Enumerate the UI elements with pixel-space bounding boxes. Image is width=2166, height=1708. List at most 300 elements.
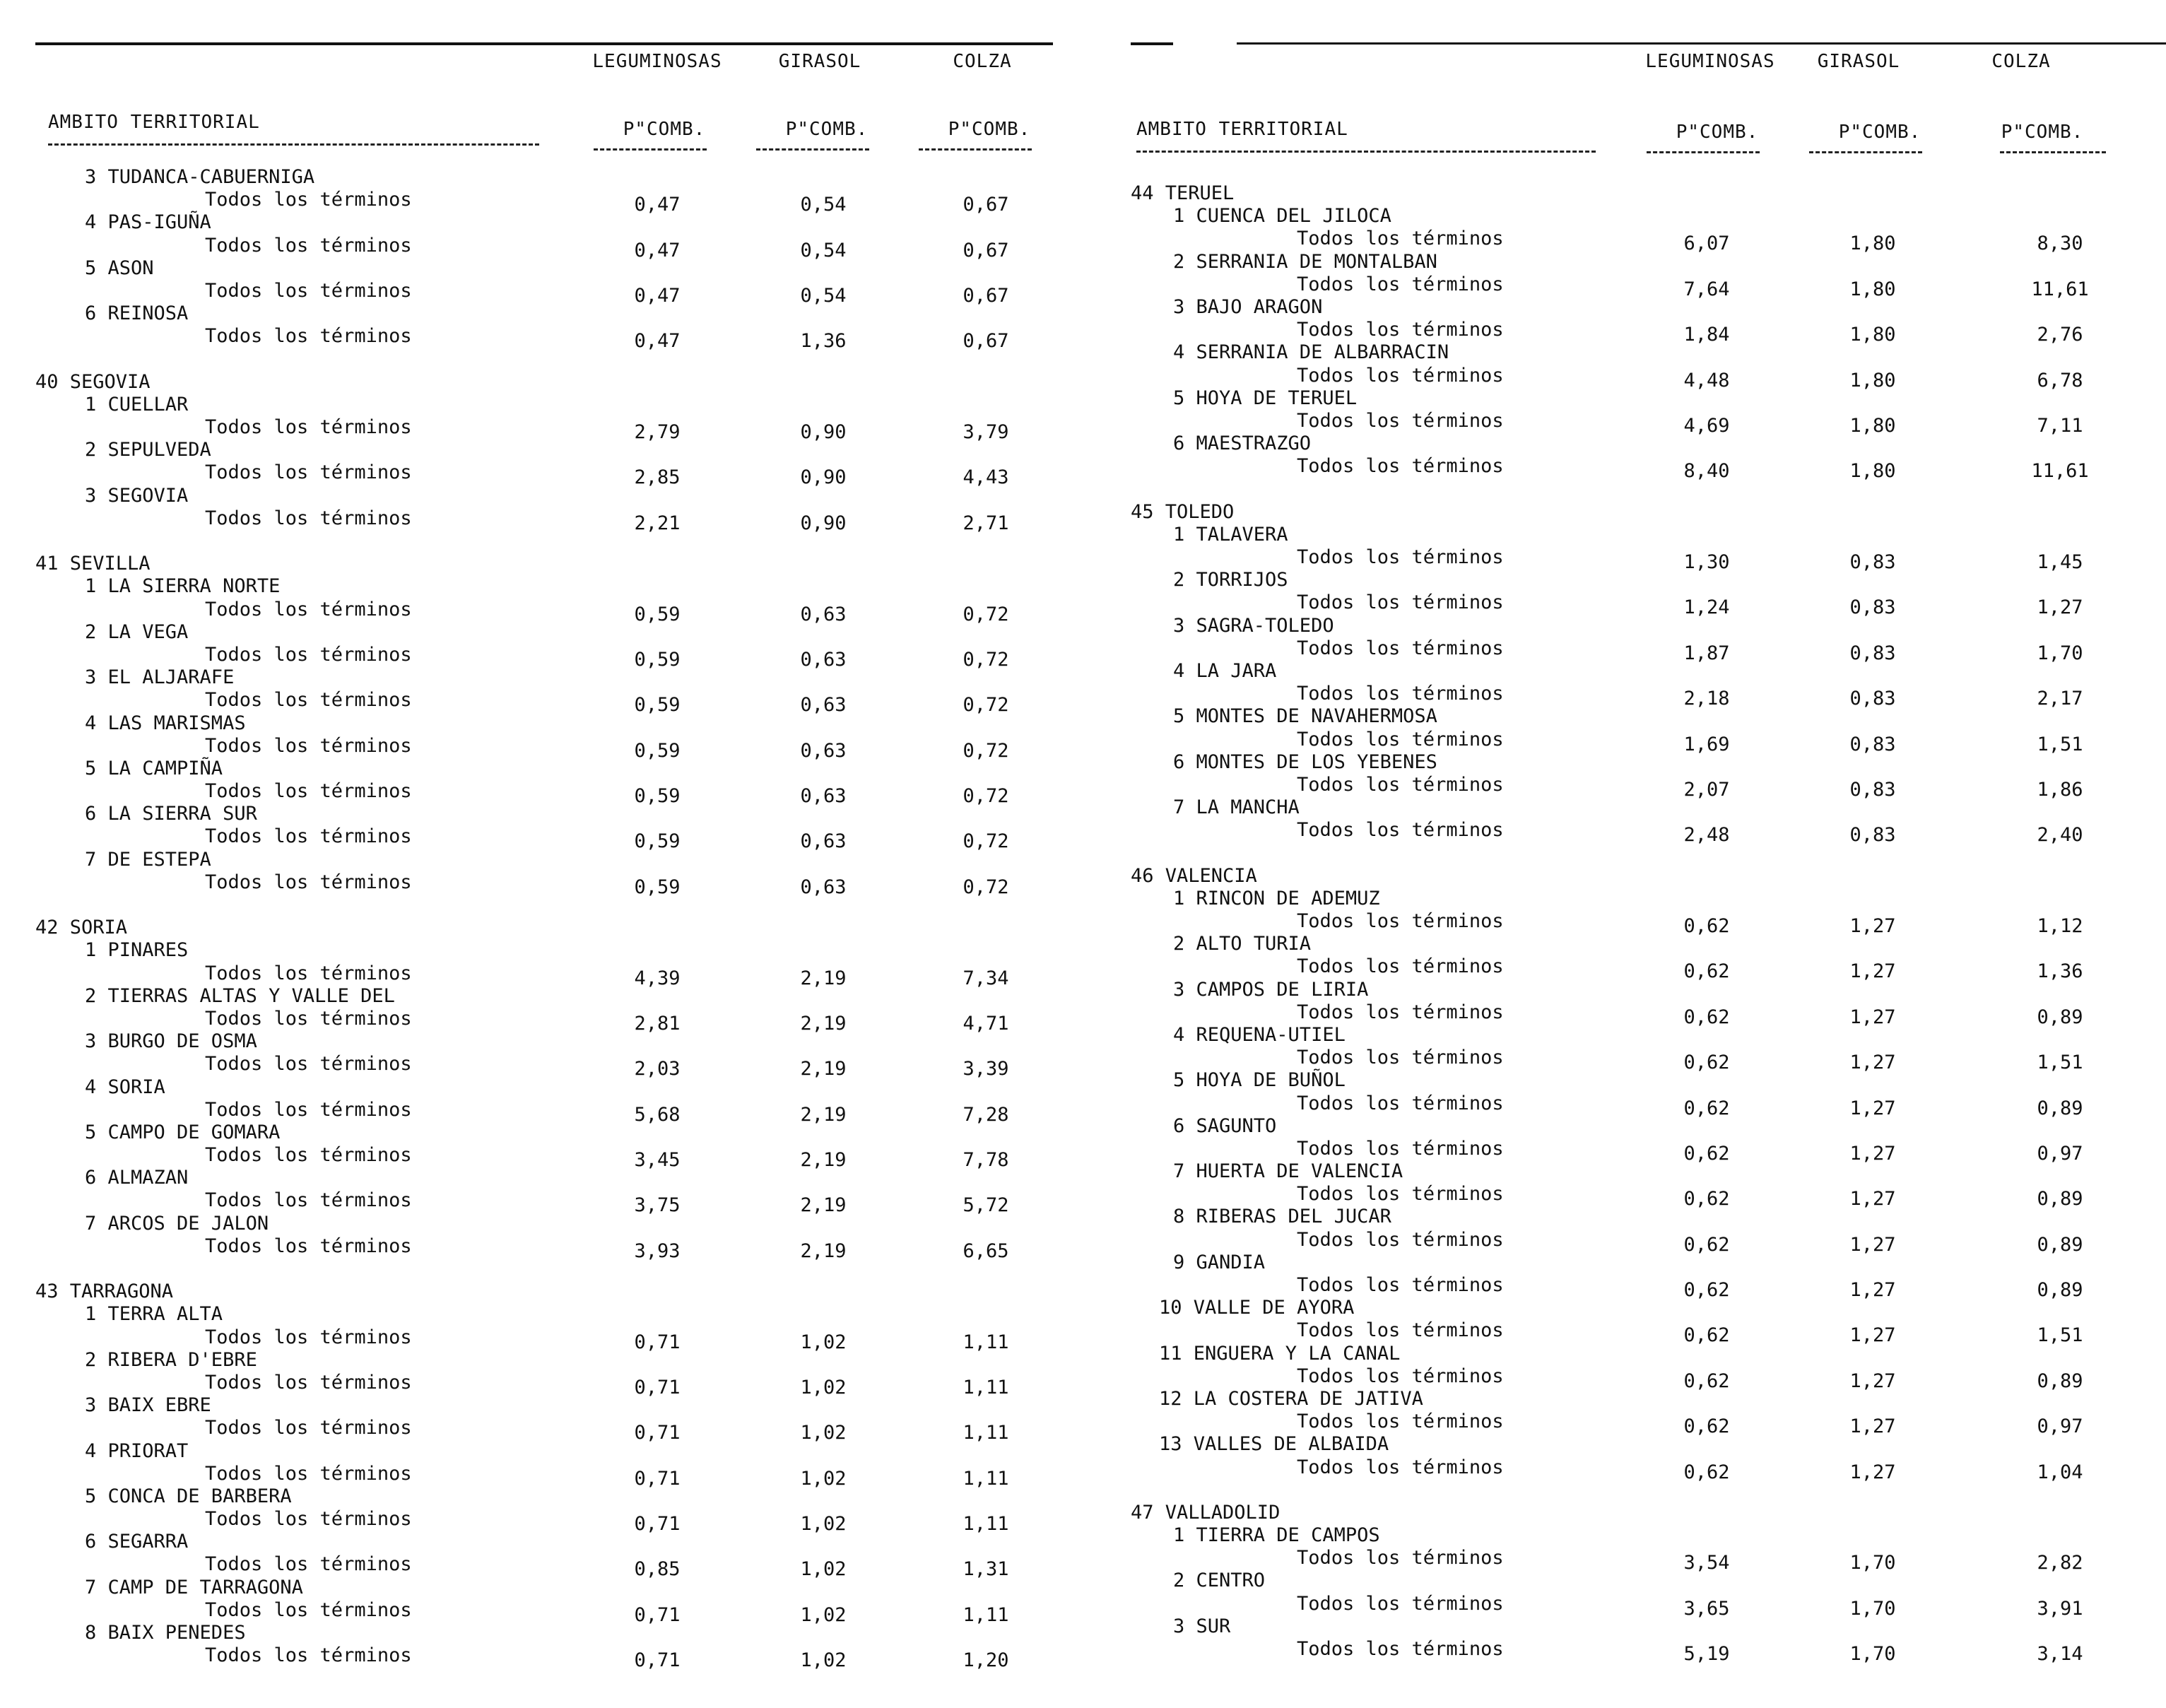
comarca-name: 3 SEGOVIA <box>85 484 189 507</box>
value-colza: 1,11 <box>963 1513 1009 1536</box>
value-leguminosas: 0,71 <box>634 1422 681 1444</box>
comarca-name: 6 SAGUNTO <box>1173 1114 1277 1137</box>
province-name: 41 SEVILLA <box>35 553 151 575</box>
comarca-name: 4 SERRANIA DE ALBARRACIN <box>1173 341 1449 364</box>
value-colza: 1,51 <box>2037 1052 2083 1074</box>
province-row <box>1124 1502 2166 1524</box>
value-girasol: 0,63 <box>800 603 847 625</box>
terms-label: Todos los términos <box>1297 1274 1504 1296</box>
value-colza: 7,34 <box>963 967 1009 989</box>
value-leguminosas: 5,19 <box>1683 1643 1730 1665</box>
comarca-row <box>1124 1297 2166 1319</box>
table-row <box>1124 1092 2166 1119</box>
value-girasol: 0,90 <box>800 512 847 534</box>
comarca-name: 4 SORIA <box>85 1076 165 1098</box>
value-girasol: 1,27 <box>1849 960 1896 983</box>
terms-label: Todos los términos <box>1297 1365 1504 1387</box>
value-leguminosas: 0,47 <box>634 330 681 353</box>
terms-label: Todos los términos <box>1297 364 1504 387</box>
spacer-row <box>35 894 1088 917</box>
value-girasol: 1,80 <box>1849 414 1896 437</box>
value-colza: 4,71 <box>963 1012 1009 1035</box>
province-row <box>35 1280 1088 1303</box>
table-row <box>35 598 1088 625</box>
table-row <box>1124 1410 2166 1438</box>
value-girasol: 0,54 <box>800 239 847 261</box>
header-underline <box>594 148 707 151</box>
header-leguminosas: LEGUMINOSAS <box>592 51 722 72</box>
table-row <box>35 234 1088 261</box>
comarca-name: 4 LAS MARISMAS <box>85 712 246 734</box>
header-girasol: GIRASOL <box>778 51 861 72</box>
value-girasol: 0,63 <box>800 694 847 717</box>
table-row <box>35 1598 1088 1626</box>
value-leguminosas: 3,45 <box>634 1149 681 1172</box>
table-row <box>35 871 1088 898</box>
table-row <box>1124 1137 2166 1165</box>
comarca-name: 5 CAMPO DE GOMARA <box>85 1121 281 1143</box>
table-row <box>35 1326 1088 1353</box>
province-name: 43 TARRAGONA <box>35 1280 174 1303</box>
terms-label: Todos los términos <box>1297 1547 1504 1569</box>
value-colza: 1,70 <box>2037 642 2083 664</box>
value-leguminosas: 3,75 <box>634 1194 681 1217</box>
value-colza: 4,43 <box>963 466 1009 489</box>
value-colza: 1,11 <box>963 1422 1009 1444</box>
comarca-name: 2 TORRIJOS <box>1173 569 1288 591</box>
value-colza: 1,45 <box>2037 551 2083 573</box>
value-leguminosas: 0,59 <box>634 830 681 853</box>
value-colza: 3,14 <box>2037 1643 2083 1665</box>
terms-label: Todos los términos <box>1297 955 1504 978</box>
table-row <box>1124 1456 2166 1483</box>
terms-label: Todos los términos <box>1297 319 1504 341</box>
table-row <box>35 325 1088 353</box>
value-leguminosas: 0,71 <box>634 1331 681 1353</box>
value-leguminosas: 3,54 <box>1683 1552 1730 1574</box>
table-row <box>35 189 1088 216</box>
value-colza: 1,31 <box>963 1558 1009 1581</box>
comarca-name: 1 TALAVERA <box>1173 523 1288 546</box>
right-column <box>1124 0 2166 1708</box>
province-name: 45 TOLEDO <box>1131 500 1235 523</box>
terms-label: Todos los términos <box>205 962 412 984</box>
comarca-row <box>1124 524 2166 546</box>
comarca-name: 2 TIERRAS ALTAS Y VALLE DEL <box>85 984 395 1007</box>
header-colza: COLZA <box>953 51 1012 72</box>
value-colza: 11,61 <box>2031 460 2089 483</box>
table-row <box>1124 1274 2166 1301</box>
comarca-row <box>35 985 1088 1008</box>
value-colza: 3,79 <box>963 421 1009 444</box>
value-girasol: 1,27 <box>1849 1006 1896 1028</box>
header-ambito-territorial: AMBITO TERRITORIAL <box>1136 119 1348 140</box>
value-girasol: 2,19 <box>800 1239 847 1262</box>
value-leguminosas: 4,69 <box>1683 414 1730 437</box>
terms-label: Todos los términos <box>1297 1092 1504 1114</box>
terms-label: Todos los términos <box>205 189 412 211</box>
value-girasol: 0,54 <box>800 284 847 307</box>
comarca-name: 7 LA MANCHA <box>1173 796 1300 819</box>
value-leguminosas: 7,64 <box>1683 278 1730 300</box>
comarca-name: 3 TUDANCA-CABUERNIGA <box>85 166 315 188</box>
comarca-row <box>35 1213 1088 1235</box>
value-girasol: 0,54 <box>800 194 847 216</box>
header-pcomb-leguminosas: P"COMB. <box>623 119 706 140</box>
comarca-name: 2 LA VEGA <box>85 620 189 643</box>
header-pcomb-leguminosas: P"COMB. <box>1676 122 1759 143</box>
province-row <box>1124 182 2166 205</box>
value-girasol: 1,02 <box>800 1558 847 1581</box>
value-girasol: 1,80 <box>1849 324 1896 346</box>
top-rule <box>1131 42 1173 45</box>
value-girasol: 1,27 <box>1849 1324 1896 1347</box>
comarca-row <box>1124 1069 2166 1092</box>
terms-label: Todos los términos <box>205 461 412 484</box>
terms-label: Todos los términos <box>205 643 412 666</box>
comarca-name: 7 CAMP DE TARRAGONA <box>85 1576 303 1598</box>
comarca-row <box>1124 1206 2166 1228</box>
header-colza: COLZA <box>1991 51 2051 72</box>
value-girasol: 1,02 <box>800 1603 847 1626</box>
comarca-name: 10 VALLE DE AYORA <box>1159 1297 1355 1319</box>
value-girasol: 2,19 <box>800 967 847 989</box>
table-row <box>35 1553 1088 1581</box>
comarca-name: 3 CAMPOS DE LIRIA <box>1173 978 1369 1001</box>
value-leguminosas: 0,59 <box>634 785 681 808</box>
table-row <box>1124 1001 2166 1028</box>
value-colza: 2,82 <box>2037 1552 2083 1574</box>
table-row <box>35 734 1088 762</box>
terms-label: Todos los términos <box>205 734 412 757</box>
value-leguminosas: 0,71 <box>634 1467 681 1490</box>
value-leguminosas: 1,87 <box>1683 642 1730 664</box>
comarca-name: 4 REQUENA-UTIEL <box>1173 1023 1346 1046</box>
value-girasol: 0,83 <box>1849 688 1896 710</box>
comarca-name: 3 BAIX EBRE <box>85 1394 211 1417</box>
table-row <box>1124 1592 2166 1620</box>
value-girasol: 1,02 <box>800 1649 847 1672</box>
comarca-name: 8 RIBERAS DEL JUCAR <box>1173 1206 1391 1228</box>
value-colza: 0,67 <box>963 330 1009 353</box>
table-row <box>35 689 1088 717</box>
table-row <box>35 1007 1088 1035</box>
header-underline <box>1647 151 1760 153</box>
comarca-row <box>1124 1024 2166 1047</box>
terms-label: Todos los términos <box>205 1417 412 1439</box>
table-row <box>35 1144 1088 1172</box>
comarca-row <box>1124 705 2166 728</box>
comarca-row <box>1124 1251 2166 1274</box>
value-girasol: 2,19 <box>800 1012 847 1035</box>
terms-label: Todos los términos <box>205 507 412 529</box>
value-girasol: 0,90 <box>800 421 847 444</box>
comarca-name: 1 PINARES <box>85 939 189 962</box>
terms-label: Todos los términos <box>1297 273 1504 295</box>
comarca-row <box>1124 1160 2166 1183</box>
comarca-row <box>35 1622 1088 1644</box>
value-colza: 1,04 <box>2037 1461 2083 1483</box>
comarca-name: 5 LA CAMPIÑA <box>85 757 223 779</box>
value-leguminosas: 0,62 <box>1683 1324 1730 1347</box>
value-girasol: 0,83 <box>1849 551 1896 573</box>
comarca-row <box>1124 205 2166 228</box>
terms-label: Todos los términos <box>1297 910 1504 932</box>
table-row <box>1124 1365 2166 1392</box>
value-colza: 0,72 <box>963 739 1009 762</box>
value-leguminosas: 1,30 <box>1683 551 1730 573</box>
header-pcomb-girasol: P"COMB. <box>785 119 869 140</box>
comarca-row <box>1124 1615 2166 1638</box>
comarca-row <box>1124 933 2166 955</box>
value-girasol: 0,83 <box>1849 778 1896 801</box>
value-colza: 0,72 <box>963 694 1009 717</box>
value-girasol: 1,27 <box>1849 1233 1896 1256</box>
value-girasol: 1,27 <box>1849 1052 1896 1074</box>
terms-label: Todos los términos <box>1297 1001 1504 1023</box>
terms-label: Todos los términos <box>205 1007 412 1030</box>
value-girasol: 0,63 <box>800 648 847 671</box>
value-leguminosas: 0,71 <box>634 1376 681 1398</box>
value-girasol: 1,27 <box>1849 1142 1896 1165</box>
header-underline <box>48 143 539 146</box>
spacer-row <box>1124 842 2166 864</box>
table-row <box>35 780 1088 808</box>
comarca-row <box>35 712 1088 735</box>
comarca-row <box>1124 615 2166 637</box>
value-colza: 11,61 <box>2031 278 2089 300</box>
terms-label: Todos los términos <box>205 1098 412 1121</box>
comarca-name: 6 SEGARRA <box>85 1531 189 1553</box>
header-ambito-territorial: AMBITO TERRITORIAL <box>48 112 260 133</box>
value-colza: 1,20 <box>963 1649 1009 1672</box>
table-row <box>35 1644 1088 1672</box>
comarca-row <box>1124 432 2166 455</box>
table-row <box>1124 364 2166 391</box>
terms-label: Todos los términos <box>205 1508 412 1531</box>
comarca-name: 5 ASON <box>85 257 154 279</box>
value-colza: 7,78 <box>963 1149 1009 1172</box>
value-colza: 0,72 <box>963 830 1009 853</box>
comarca-name: 9 GANDIA <box>1173 1251 1266 1273</box>
terms-label: Todos los términos <box>1297 1183 1504 1206</box>
comarca-row <box>1124 251 2166 273</box>
comarca-row <box>1124 1343 2166 1365</box>
comarca-name: 6 MONTES DE LOS YEBENES <box>1173 750 1437 773</box>
comarca-name: 2 CENTRO <box>1173 1569 1266 1592</box>
left-column <box>35 0 1088 1708</box>
comarca-row <box>35 439 1088 461</box>
value-leguminosas: 2,79 <box>634 421 681 444</box>
table-row <box>1124 773 2166 801</box>
terms-label: Todos los términos <box>1297 1228 1504 1251</box>
value-leguminosas: 0,62 <box>1683 1370 1730 1392</box>
value-girasol: 1,27 <box>1849 1097 1896 1119</box>
value-leguminosas: 0,71 <box>634 1513 681 1536</box>
value-colza: 0,67 <box>963 284 1009 307</box>
table-row <box>1124 819 2166 847</box>
value-girasol: 0,83 <box>1849 824 1896 847</box>
table-row <box>35 416 1088 444</box>
terms-label: Todos los términos <box>1297 1047 1504 1069</box>
table-row <box>35 507 1088 534</box>
value-leguminosas: 2,48 <box>1683 824 1730 847</box>
comarca-name: 4 PRIORAT <box>85 1439 189 1462</box>
terms-label: Todos los términos <box>205 689 412 712</box>
terms-label: Todos los términos <box>1297 1319 1504 1342</box>
terms-label: Todos los términos <box>1297 1592 1504 1615</box>
comarca-row <box>1124 751 2166 774</box>
comarca-row <box>35 621 1088 644</box>
value-leguminosas: 0,71 <box>634 1603 681 1626</box>
value-leguminosas: 3,93 <box>634 1239 681 1262</box>
value-leguminosas: 1,24 <box>1683 596 1730 619</box>
value-colza: 0,89 <box>2037 1188 2083 1211</box>
header-underline <box>1136 151 1596 153</box>
header-underline <box>2000 151 2106 153</box>
value-girasol: 0,83 <box>1849 642 1896 664</box>
terms-label: Todos los términos <box>1297 228 1504 250</box>
header-underline <box>1809 151 1922 153</box>
value-leguminosas: 0,62 <box>1683 1461 1730 1483</box>
value-leguminosas: 2,81 <box>634 1012 681 1035</box>
value-leguminosas: 0,62 <box>1683 1142 1730 1165</box>
comarca-name: 6 REINOSA <box>85 302 189 325</box>
value-leguminosas: 0,62 <box>1683 1052 1730 1074</box>
comarca-row <box>35 758 1088 780</box>
value-girasol: 1,02 <box>800 1513 847 1536</box>
terms-label: Todos los términos <box>205 825 412 848</box>
value-girasol: 0,83 <box>1849 733 1896 755</box>
province-row <box>35 371 1088 394</box>
value-leguminosas: 2,85 <box>634 466 681 489</box>
comarca-name: 12 LA COSTERA DE JATIVA <box>1159 1387 1423 1410</box>
header-leguminosas: LEGUMINOSAS <box>1645 51 1775 72</box>
value-girasol: 0,63 <box>800 739 847 762</box>
comarca-row <box>35 302 1088 325</box>
comarca-name: 3 BURGO DE OSMA <box>85 1030 257 1053</box>
value-leguminosas: 0,62 <box>1683 1006 1730 1028</box>
value-girasol: 1,27 <box>1849 1370 1896 1392</box>
comarca-row <box>1124 387 2166 410</box>
comarca-row <box>1124 660 2166 683</box>
value-colza: 0,72 <box>963 876 1009 898</box>
value-leguminosas: 0,59 <box>634 876 681 898</box>
value-colza: 1,51 <box>2037 733 2083 755</box>
comarca-name: 6 ALMAZAN <box>85 1167 189 1189</box>
value-girasol: 1,27 <box>1849 1415 1896 1438</box>
value-leguminosas: 0,47 <box>634 239 681 261</box>
value-colza: 5,72 <box>963 1194 1009 1217</box>
comarca-name: 2 ALTO TURIA <box>1173 933 1312 955</box>
value-girasol: 1,27 <box>1849 1461 1896 1483</box>
value-girasol: 1,02 <box>800 1422 847 1444</box>
value-colza: 3,39 <box>963 1058 1009 1080</box>
value-leguminosas: 8,40 <box>1683 460 1730 483</box>
terms-label: Todos los términos <box>205 234 412 257</box>
value-colza: 7,28 <box>963 1103 1009 1126</box>
table-row <box>35 279 1088 307</box>
comarca-row <box>35 1531 1088 1553</box>
comarca-row <box>35 485 1088 507</box>
comarca-row <box>1124 1569 2166 1592</box>
value-leguminosas: 0,62 <box>1683 1233 1730 1256</box>
table-row <box>35 1189 1088 1217</box>
value-leguminosas: 0,62 <box>1683 1415 1730 1438</box>
comarca-name: 4 PAS-IGUÑA <box>85 211 211 234</box>
province-row <box>1124 865 2166 888</box>
table-row <box>1124 1228 2166 1256</box>
terms-label: Todos los términos <box>205 1553 412 1576</box>
comarca-row <box>1124 296 2166 319</box>
comarca-row <box>1124 1524 2166 1547</box>
table-row <box>35 643 1088 671</box>
terms-label: Todos los términos <box>205 279 412 302</box>
terms-label: Todos los términos <box>205 325 412 348</box>
comarca-name: 5 HOYA DE BUÑOL <box>1173 1069 1346 1092</box>
value-leguminosas: 0,62 <box>1683 1188 1730 1211</box>
comarca-name: 2 RIBERA D'EBRE <box>85 1348 257 1371</box>
comarca-name: 1 CUENCA DEL JILOCA <box>1173 205 1391 228</box>
value-colza: 1,36 <box>2037 960 2083 983</box>
terms-label: Todos los términos <box>1297 455 1504 478</box>
value-girasol: 1,80 <box>1849 278 1896 300</box>
value-girasol: 1,27 <box>1849 1188 1896 1211</box>
header-underline <box>756 148 869 151</box>
table-row <box>35 1462 1088 1490</box>
comarca-name: 6 LA SIERRA SUR <box>85 803 257 825</box>
terms-label: Todos los términos <box>205 1644 412 1667</box>
table-row <box>1124 683 2166 710</box>
comarca-row <box>35 849 1088 871</box>
spacer-row <box>35 1258 1088 1280</box>
comarca-row <box>1124 341 2166 364</box>
terms-label: Todos los términos <box>1297 1137 1504 1160</box>
value-leguminosas: 0,59 <box>634 739 681 762</box>
value-leguminosas: 0,71 <box>634 1649 681 1672</box>
comarca-name: 3 BAJO ARAGON <box>1173 295 1323 318</box>
terms-label: Todos los términos <box>205 1144 412 1167</box>
value-girasol: 1,02 <box>800 1376 847 1398</box>
table-row <box>1124 455 2166 483</box>
comarca-row <box>1124 979 2166 1001</box>
value-colza: 2,76 <box>2037 324 2083 346</box>
value-colza: 1,11 <box>963 1331 1009 1353</box>
value-colza: 6,78 <box>2037 369 2083 391</box>
comarca-name: 2 SERRANIA DE MONTALBAN <box>1173 250 1437 273</box>
value-leguminosas: 0,62 <box>1683 915 1730 937</box>
terms-label: Todos los términos <box>205 780 412 803</box>
value-girasol: 0,63 <box>800 876 847 898</box>
province-row <box>1124 501 2166 524</box>
value-leguminosas: 1,84 <box>1683 324 1730 346</box>
table-row <box>1124 1547 2166 1574</box>
comarca-row <box>35 257 1088 280</box>
value-colza: 1,86 <box>2037 778 2083 801</box>
value-girasol: 1,27 <box>1849 915 1896 937</box>
terms-label: Todos los términos <box>1297 728 1504 750</box>
value-girasol: 1,70 <box>1849 1552 1896 1574</box>
header-pcomb-colza: P"COMB. <box>948 119 1031 140</box>
province-name: 40 SEGOVIA <box>35 370 151 393</box>
value-girasol: 2,19 <box>800 1103 847 1126</box>
value-girasol: 1,80 <box>1849 369 1896 391</box>
terms-label: Todos los términos <box>1297 773 1504 796</box>
comarca-row <box>35 1167 1088 1189</box>
table-row <box>1124 1047 2166 1074</box>
comarca-name: 3 SAGRA-TOLEDO <box>1173 614 1334 637</box>
comarca-name: 13 VALLES DE ALBAIDA <box>1159 1433 1389 1456</box>
